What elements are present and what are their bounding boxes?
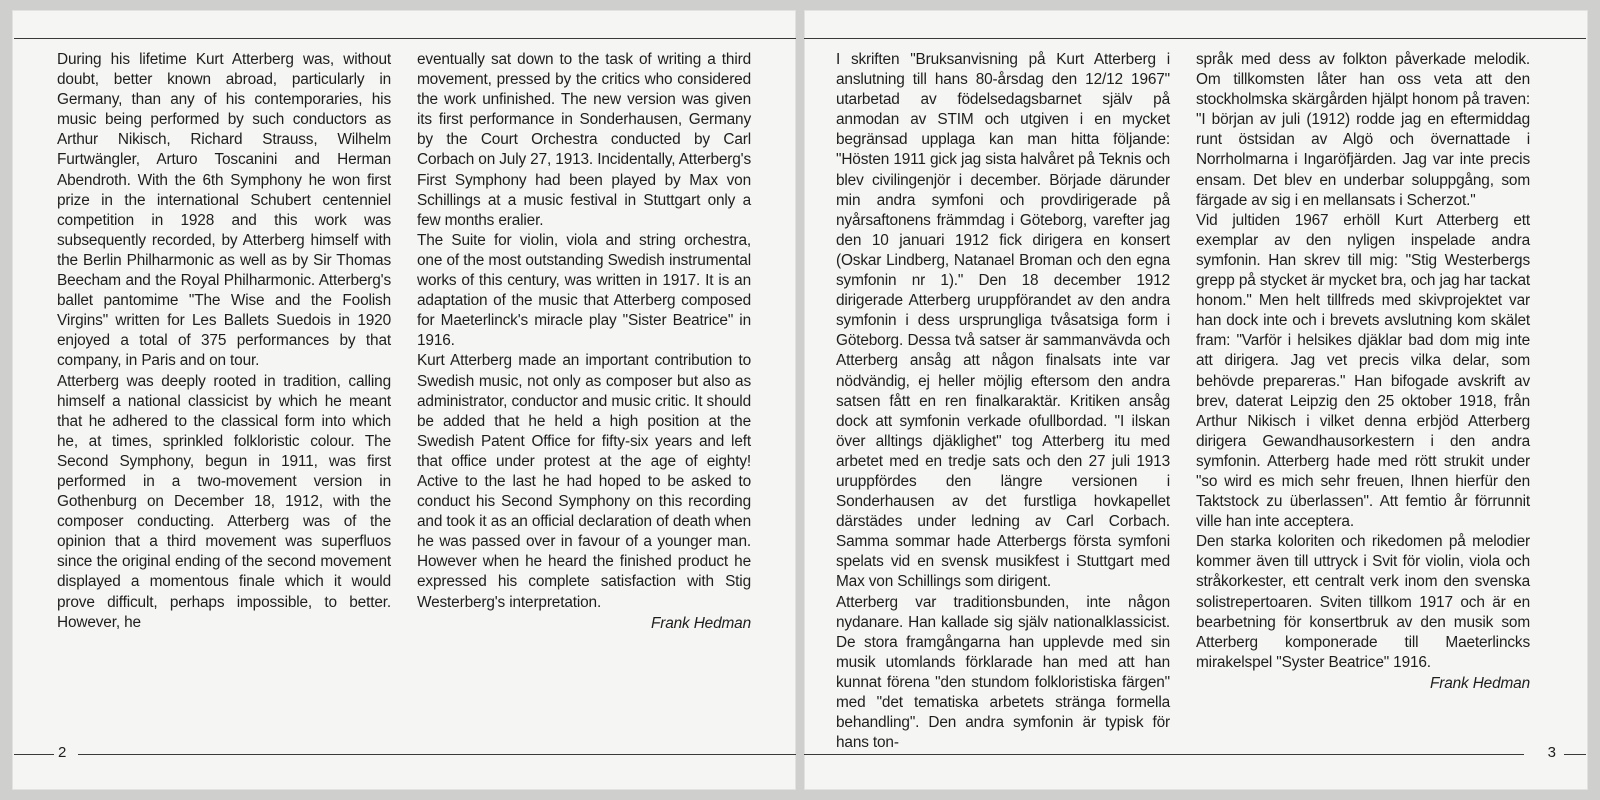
page-number: 2 [58, 744, 67, 761]
right-column-1 [836, 50, 1170, 753]
author-signature: Frank Hedman [1430, 674, 1530, 692]
footer-rule-short [14, 754, 54, 755]
page-number: 3 [1547, 744, 1556, 761]
paragraph: eventually sat down to the task of writing a third movement, pressed by the critics who considered the work unfinished. The new version was given its first performance in Sonderhausen, Germany by the Court Orchestra conducted by Carl Corbach on July 27, 1913. Incidentally, Atterberg's First Symphony had been played by Max von Schillings at a music festival in Stuttgart only a few months eralier. [417, 51, 751, 229]
footer-rule [78, 754, 796, 755]
right-column-2 [1196, 50, 1530, 694]
paragraph: Kurt Atterberg made an important contribution to Swedish music, not only as composer but also as administrator, conductor and music critic. It should be added that he held a high position at the Swedish Patent Office for fifty-six years and left that office under protest at the age of eighty! Active to the last he had hoped to be asked to conduct his Second Symphony on this recording and took it as an official declaration of death when he was passed over in favour of a younger man. However when he heard the finished product he expressed his complete satisfaction with Stig Westerberg's interpretation. [417, 352, 751, 611]
left-column-2 [417, 50, 751, 634]
paragraph: The Suite for violin, viola and string orchestra, one of the most outstanding Swedish instrumental works of this century, was written in 1917. It is an adaptation of the music that Atterberg composed for Maeterlinck's miracle play "Sister Beatrice" in 1916. [417, 231, 751, 350]
footer-rule-short [1564, 754, 1586, 755]
top-rule [804, 38, 1586, 39]
paragraph: During his lifetime Kurt Atterberg was, without doubt, better known abroad, particularly in Germany, than any of his contemporaries, his music being performed by such conductors as Arthur Nikisch, Richard Strauss, Wilhelm Furtwängler, Arturo Toscanini and Herman Abendroth. With the 6th Symphony he won first prize in the international Schubert centenniel competition in 1928 and this work was subsequently recorded, by Atterberg himself with the Berlin Philharmonic as well as by Sir Thomas Beecham and the Royal Philharmonic. Atterberg's ballet pantomime "The Wise and the Foolish Virgins" written for Les Ballets Suedois in 1920 enjoyed a total of 375 performances by that company, in Paris and on tour. [57, 51, 391, 370]
paragraph: I skriften "Bruksanvisning på Kurt Atterberg i anslutning till hans 80-årsdag den 12/12 1967" utarbetad av födelsedagsbarnet själv på anmodan av STIM och utgiven i en mycket begränsad upplaga kan man hitta följande: "Hösten 1911 gick jag sista halvåret på Teknis och blev civilingenjör i december. Började därunder min andra symfoni och provdirigerade på nyårsaftonens främmdag i Göteborg, varefter jag den 10 januari 1912 fick dirigera en konsert (Oskar Lindberg, Natanael Broman och den egna symfonin nr 1)." Den 18 december 1912 dirigerade Atterberg uruppförandet av den andra symfonin i dess ursprungliga tvåsatsiga form i Göteborg. Dessa två satser är sammanvävda och Atterberg ansåg att någon finalsats inte var nödvändig, ej heller möjlig eftersom den andra satsen fått en ren finalkaraktär. Kritiken ansåg dock att symfonin verkade ofullbordad. "I ilskan över alltings djäklighet" tog Atterberg itu med arbetet med en tredje sats och den 27 juli 1913 uruppfördes den längre versionen i Sonderhausen av det furstliga hovkapellet därstädes under ledning av Carl Corbach. Samma sommar hade Atterbergs första symfoni spelats vid en svensk musikfest i Stuttgart med Max von Schillings som dirigent. [836, 51, 1170, 591]
paragraph: Den starka koloriten och rikedomen på melodier kommer även till uttryck i Svit för violin, viola och stråkorkester, ett centralt verk inom den svenska solistrepertoaren. Sviten tillkom 1917 och är en bearbetning för konsertbruk av den musik som Atterberg komponerade till Maeterlincks mirakelspel "Syster Beatrice" 1916. [1196, 533, 1530, 671]
left-page [12, 10, 796, 790]
author-signature: Frank Hedman [651, 614, 751, 632]
paragraph: Atterberg was deeply rooted in tradition, calling himself a national classicist by which he meant that he adhered to the classical form into which he, at times, sprinkled folkloristic colour. The Second Symphony, begun in 1911, was first performed in a two-movement version in Gothenburg on December 18, 1912, with the composer conducting. Atterberg was of the opinion that a third movement was superfluos since the original ending of the second movement displayed a momentous finale which it would prove difficult, perhaps impossible, to better. However, he [57, 372, 391, 631]
right-page [804, 10, 1588, 790]
footer-rule [804, 754, 1524, 755]
paragraph: Atterberg var traditionsbunden, inte någon nydanare. Han kallade sig själv nationalklassicist. De stora framgångarna han upplevde med sin musik utomlands förklarade han med att han kunnat förena "den stundom folkloristiska färgen" med "det tematiska arbetets stränga formella behandling". Den andra symfonin är typisk för hans ton- [836, 593, 1170, 752]
paragraph: Vid jultiden 1967 erhöll Kurt Atterberg ett exemplar av den nyligen inspelade andra symfonin. Han skrev till mig: "Stig Westerbergs grepp på stycket är mycket bra, och jag har tackat honom." Men helt tillfreds med skivprojektet var han dock inte och i brevets avslutning kom skälet fram: "Varför i helsikes djäklar bad dom mig inte att dirigera. Jag vet precis vilka delar, som behövde prepareras." Han bifogade avskrift av brev, daterat Leipzig den 25 oktober 1918, från Arthur Nikisch i vilket denna erbjöd Atterberg dirigera Gewandhausorkestern i den andra symfonin. Atterberg hade med rött strukit under "so wird es mich sehr freuen, Ihnen hierfür den Taktstock zu überlassen". Att femtio år förrunnit ville han inte acceptera. [1196, 211, 1530, 531]
left-column-1 [57, 50, 391, 633]
top-rule [14, 38, 796, 39]
paragraph: språk med dess av folkton påverkade melodik. Om tillkomsten låter han oss veta att den stockholmska skärgården hjälpt honom på traven: "I början av juli (1912) rodde jag en eftermiddag runt östsidan av Algö och övernattade i Norrholmarna i Ingaröfjärden. Jag var inte precis ensam. Det blev en underbar soluppgång, som färgade av sig i en mellansats i Scherzot." [1196, 51, 1530, 209]
